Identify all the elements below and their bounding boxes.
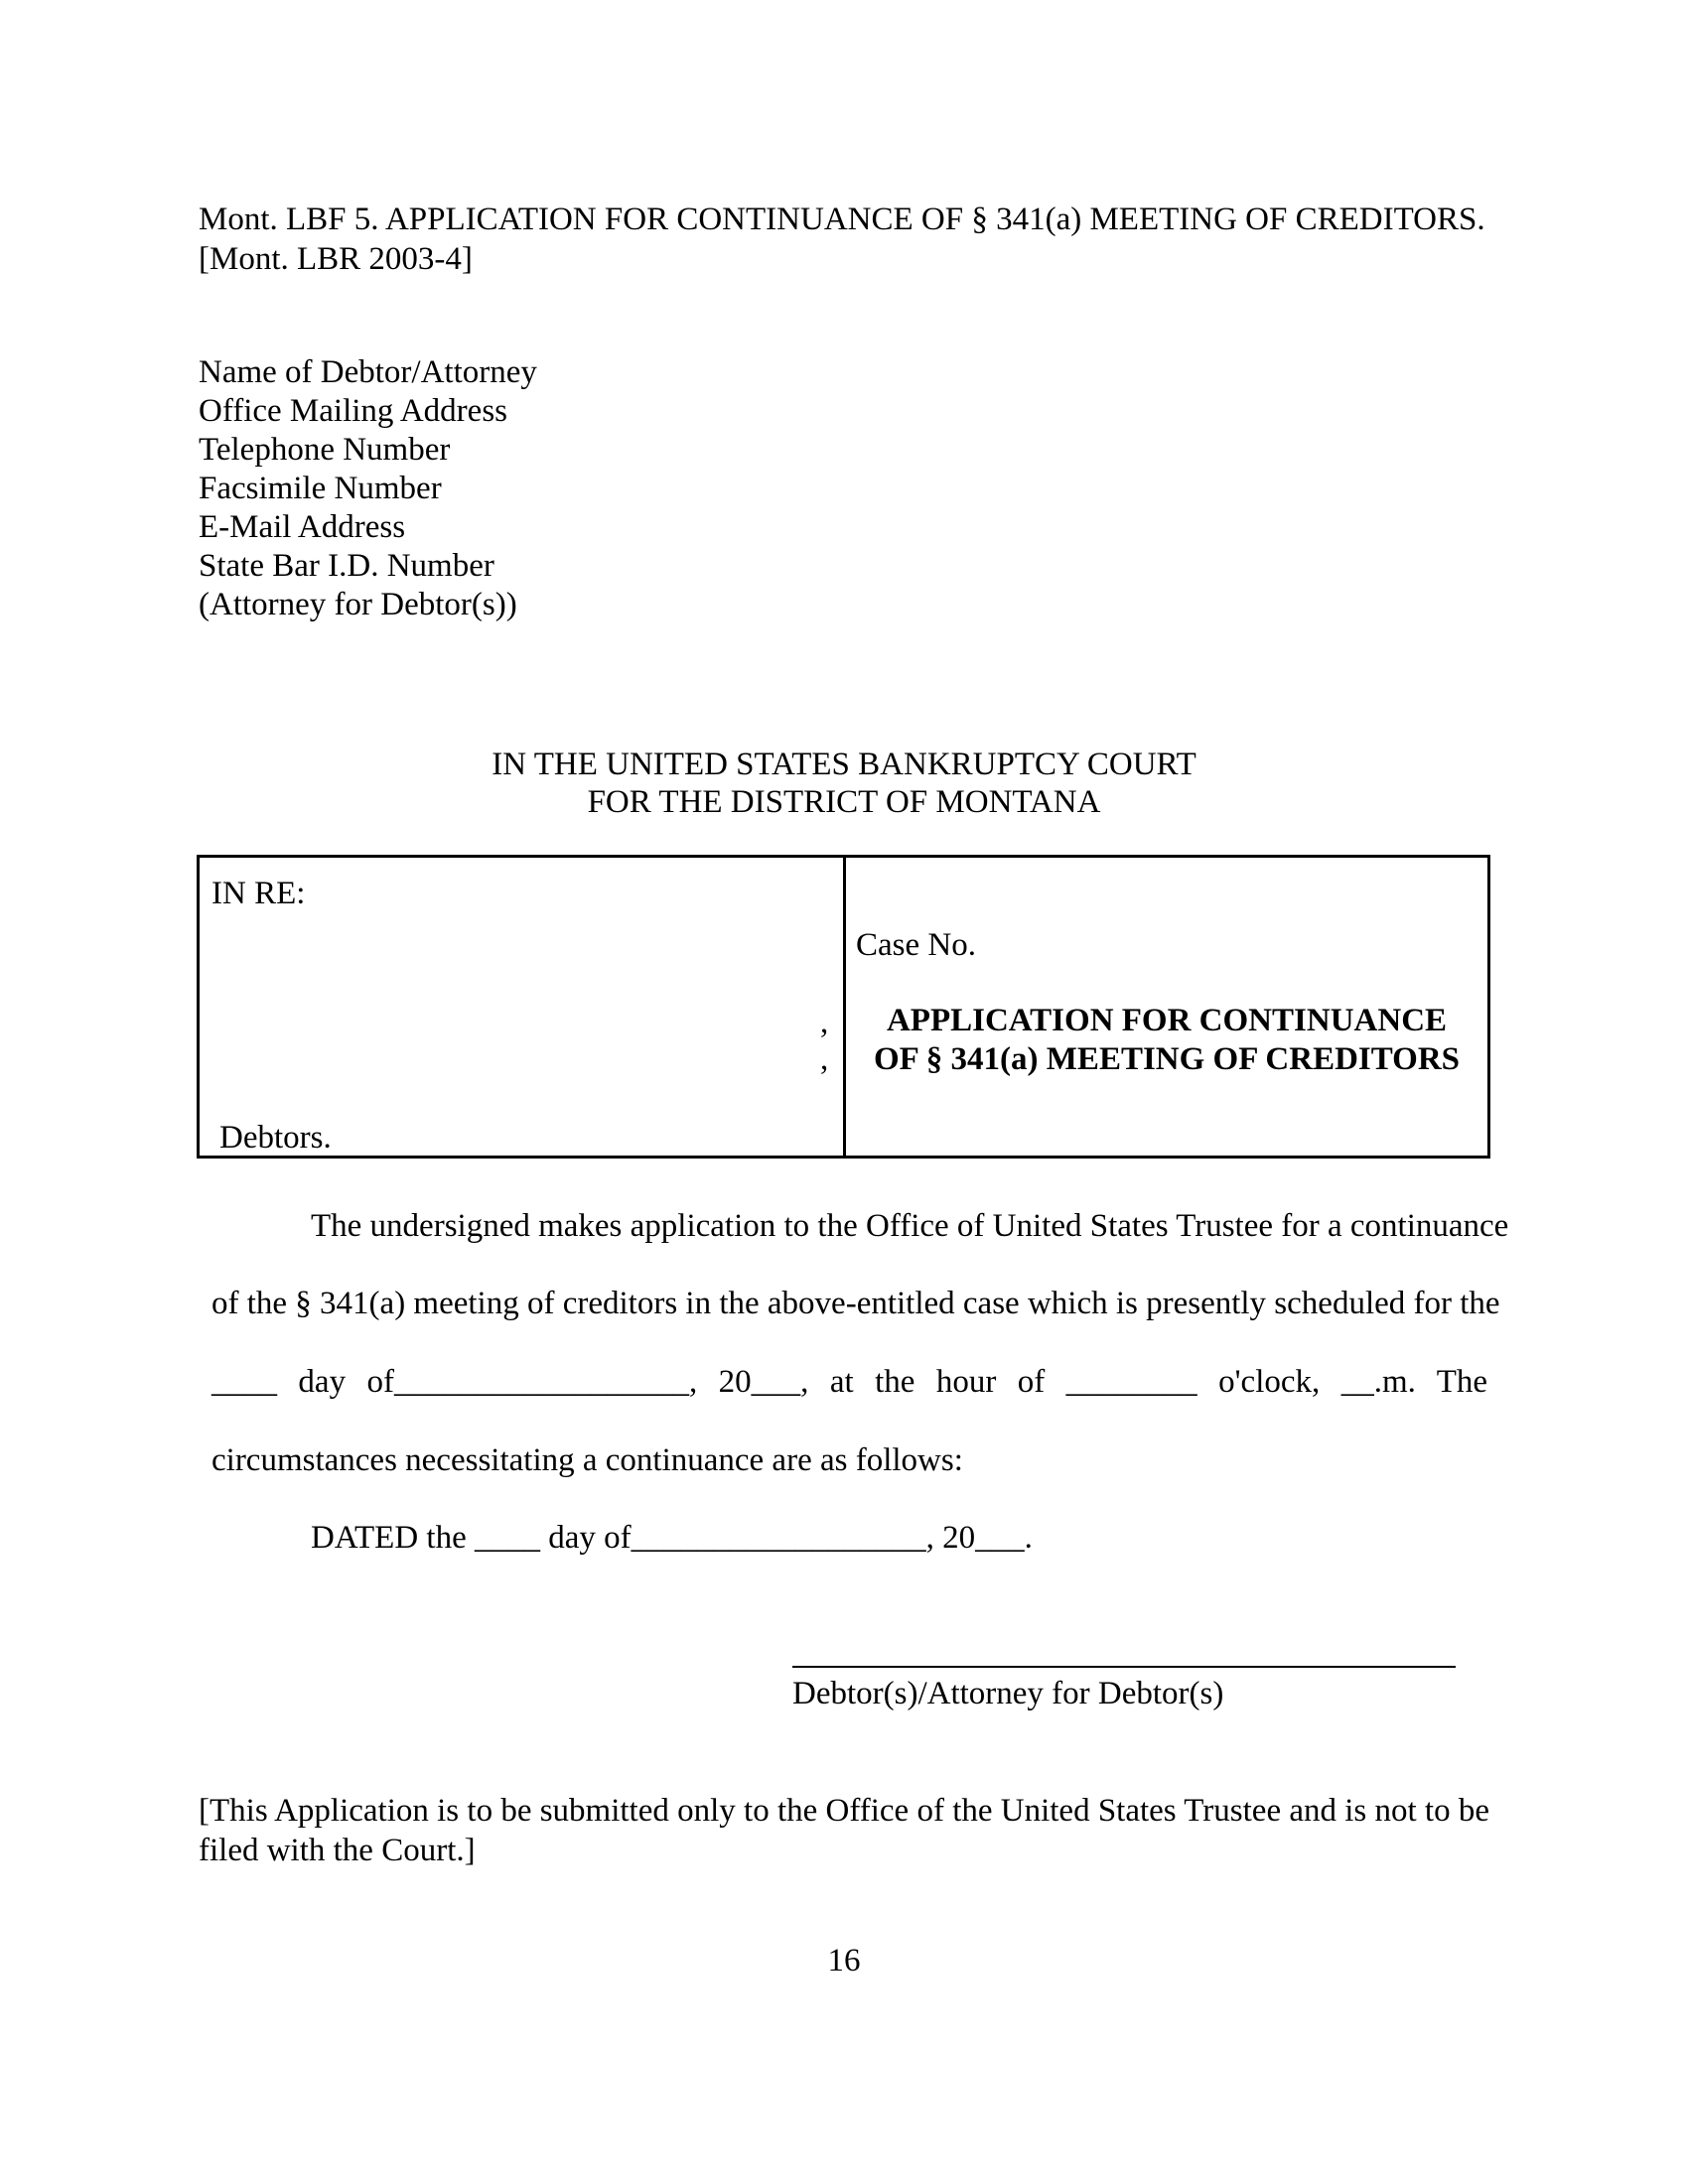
caption-state-bar-id: State Bar I.D. Number (199, 548, 494, 584)
signature-label: Debtor(s)/Attorney for Debtor(s) (792, 1676, 1224, 1711)
court-name: IN THE UNITED STATES BANKRUPTCY COURT (492, 747, 1196, 782)
signature-line (792, 1666, 1456, 1668)
caption-email: E-Mail Address (199, 509, 406, 545)
caption-mailing-address: Office Mailing Address (199, 393, 508, 429)
caption-comma-2: , (820, 1041, 829, 1077)
dated-line: DATED the ____ day of__________________, 20___. (311, 1520, 1033, 1556)
caption-telephone: Telephone Number (199, 432, 451, 468)
rule-reference: [Mont. LBR 2003-4] (199, 241, 473, 277)
form-title-text: Mont. LBF 5. APPLICATION FOR CONTINUANCE OF § 341(a) MEETING OF CREDITORS. (199, 202, 1485, 237)
caption-debtor-attorney-name: Name of Debtor/Attorney (199, 354, 537, 390)
court-district: FOR THE DISTRICT OF MONTANA (587, 784, 1101, 820)
document-title-line-1: APPLICATION FOR CONTINUANCE (886, 1003, 1448, 1038)
body-line-3: ____ day of__________________, 20___, at the hour of ________ o'clock, __.m. The (211, 1364, 1487, 1400)
case-number-label: Case No. (856, 927, 976, 963)
form-title (199, 200, 1489, 279)
page-number: 16 (827, 1943, 861, 1979)
submission-note: [This Application is to be submitted only to the Office of the United States Trustee and is not to be filed with the Court.] (199, 1793, 1489, 1868)
caption-facsimile: Facsimile Number (199, 471, 442, 506)
court-heading (0, 745, 1688, 820)
body-line-2: of the § 341(a) meeting of creditors in the above-entitled case which is presently scheduled for the (211, 1286, 1500, 1321)
in-re-label: IN RE: (211, 876, 306, 911)
attorney-caption-block (199, 352, 537, 623)
caption-table-divider (843, 858, 846, 1156)
body-line-4: circumstances necessitating a continuance are as follows: (211, 1442, 963, 1478)
caption-comma-1: , (820, 1005, 829, 1040)
document-title-line-2: OF § 341(a) MEETING OF CREDITORS (873, 1041, 1461, 1077)
debtors-label: Debtors. (219, 1120, 332, 1156)
body-line-1: The undersigned makes application to the Office of United States Trustee for a continuance (311, 1208, 1509, 1244)
document-title (849, 1001, 1484, 1078)
caption-attorney-for: (Attorney for Debtor(s)) (199, 587, 517, 622)
